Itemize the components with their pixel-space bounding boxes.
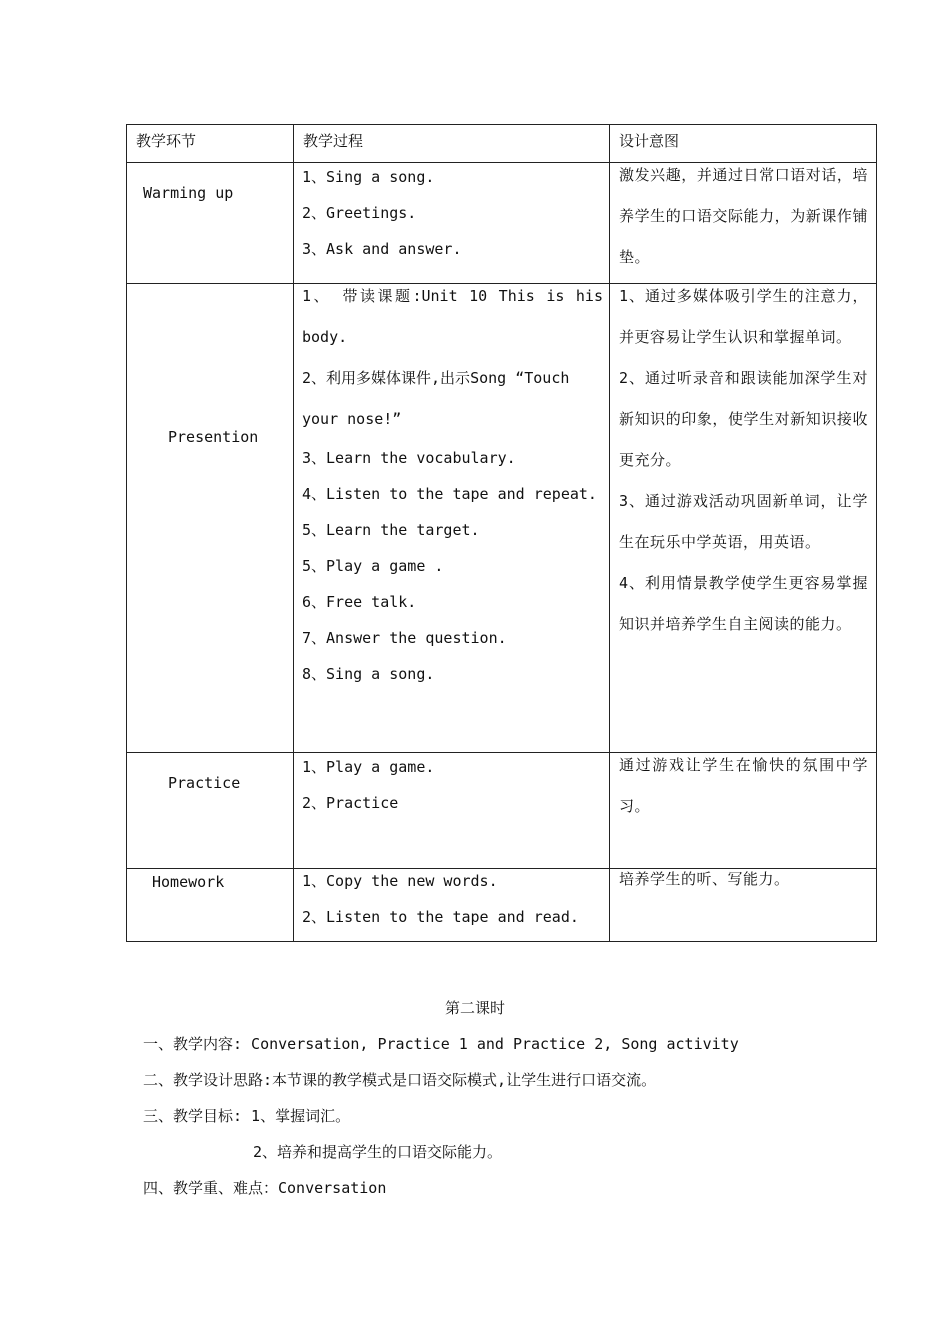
lesson2-title: 第二课时 (444, 999, 505, 1017)
list-item: 2、通过听录音和跟读能加深学生对新知识的印象，使学生对新知识接收更充分。 (619, 369, 868, 469)
table-row (127, 753, 877, 869)
process-list (294, 863, 609, 935)
lesson2-content: 一、教学内容: Conversation, Practice 1 and Practice 2, Song activity (143, 1035, 739, 1053)
table-row (127, 869, 877, 942)
list-item: 5、Learn the target. (302, 521, 480, 539)
list-item: 7、Answer the question. (302, 629, 507, 647)
intent-cell (610, 163, 877, 284)
process-list (294, 749, 609, 821)
header-stage: 教学环节 (127, 125, 294, 163)
list-item: 2、Listen to the tape and read. (302, 908, 579, 926)
list-item: 4、利用情景教学使学生更容易掌握知识并培养学生自主阅读的能力。 (619, 574, 868, 633)
lesson2-goal-2: 2、培养和提高学生的口语交际能力。 (253, 1143, 503, 1161)
list-item: 4、Listen to the tape and repeat. (302, 485, 597, 503)
process-cell (294, 284, 610, 753)
stage-label: Practice (168, 774, 241, 792)
intent-list (610, 276, 876, 645)
list-item: 6、Free talk. (302, 593, 417, 611)
lesson2-design: 二、教学设计思路:本节课的教学模式是口语交际模式,让学生进行口语交流。 (143, 1071, 657, 1089)
table-row (127, 284, 877, 753)
list-item: 2、Practice (302, 794, 399, 812)
header-process: 教学过程 (294, 125, 610, 163)
list-item: 1、通过多媒体吸引学生的注意力，并更容易让学生认识和掌握单词。 (619, 287, 868, 346)
table-row (127, 163, 877, 284)
process-cell (294, 753, 610, 869)
list-item: 1、Play a game. (302, 758, 435, 776)
lesson2-goal-1: 三、教学目标: 1、掌握词汇。 (143, 1107, 351, 1125)
list-item: 培养学生的听、写能力。 (619, 870, 790, 888)
stage-label: Homework (152, 873, 225, 891)
header-intent: 设计意图 (610, 125, 877, 163)
intent-list (610, 859, 876, 900)
process-cell (294, 869, 610, 942)
process-list (294, 276, 609, 692)
list-item: 1、Copy the new words. (302, 872, 498, 890)
intent-cell (610, 753, 877, 869)
intent-cell (610, 284, 877, 753)
list-item: 3、通过游戏活动巩固新单词，让学生在玩乐中学英语，用英语。 (619, 492, 868, 551)
list-item: 激发兴趣，并通过日常口语对话，培养学生的口语交际能力，为新课作铺垫。 (619, 166, 868, 266)
list-item: 1、Sing a song. (302, 168, 435, 186)
stage-cell (127, 284, 294, 753)
stage-cell (127, 163, 294, 284)
stage-label: Warming up (143, 184, 234, 202)
list-item: 8、Sing a song. (302, 665, 435, 683)
intent-cell (610, 869, 877, 942)
stage-cell (127, 869, 294, 942)
lesson-plan-table (126, 124, 877, 942)
list-item: 3、Ask and answer. (302, 240, 462, 258)
list-item: 2、Greetings. (302, 204, 417, 222)
list-item: 1、 带读课题:Unit 10 This is his body. (302, 287, 603, 346)
intent-list (610, 155, 876, 278)
stage-cell (127, 753, 294, 869)
stage-label: Presention (168, 428, 259, 446)
list-item: 2、利用多媒体课件,出示Song “Touch your nose!” (302, 369, 570, 428)
list-item: 5、Play a game . (302, 557, 444, 575)
process-cell (294, 163, 610, 284)
list-item: 3、Learn the vocabulary. (302, 449, 516, 467)
intent-list (610, 745, 876, 827)
list-item: 通过游戏让学生在愉快的氛围中学习。 (619, 756, 868, 815)
process-list (294, 159, 609, 267)
lesson2-key-points: 四、教学重、难点：Conversation (143, 1179, 387, 1197)
